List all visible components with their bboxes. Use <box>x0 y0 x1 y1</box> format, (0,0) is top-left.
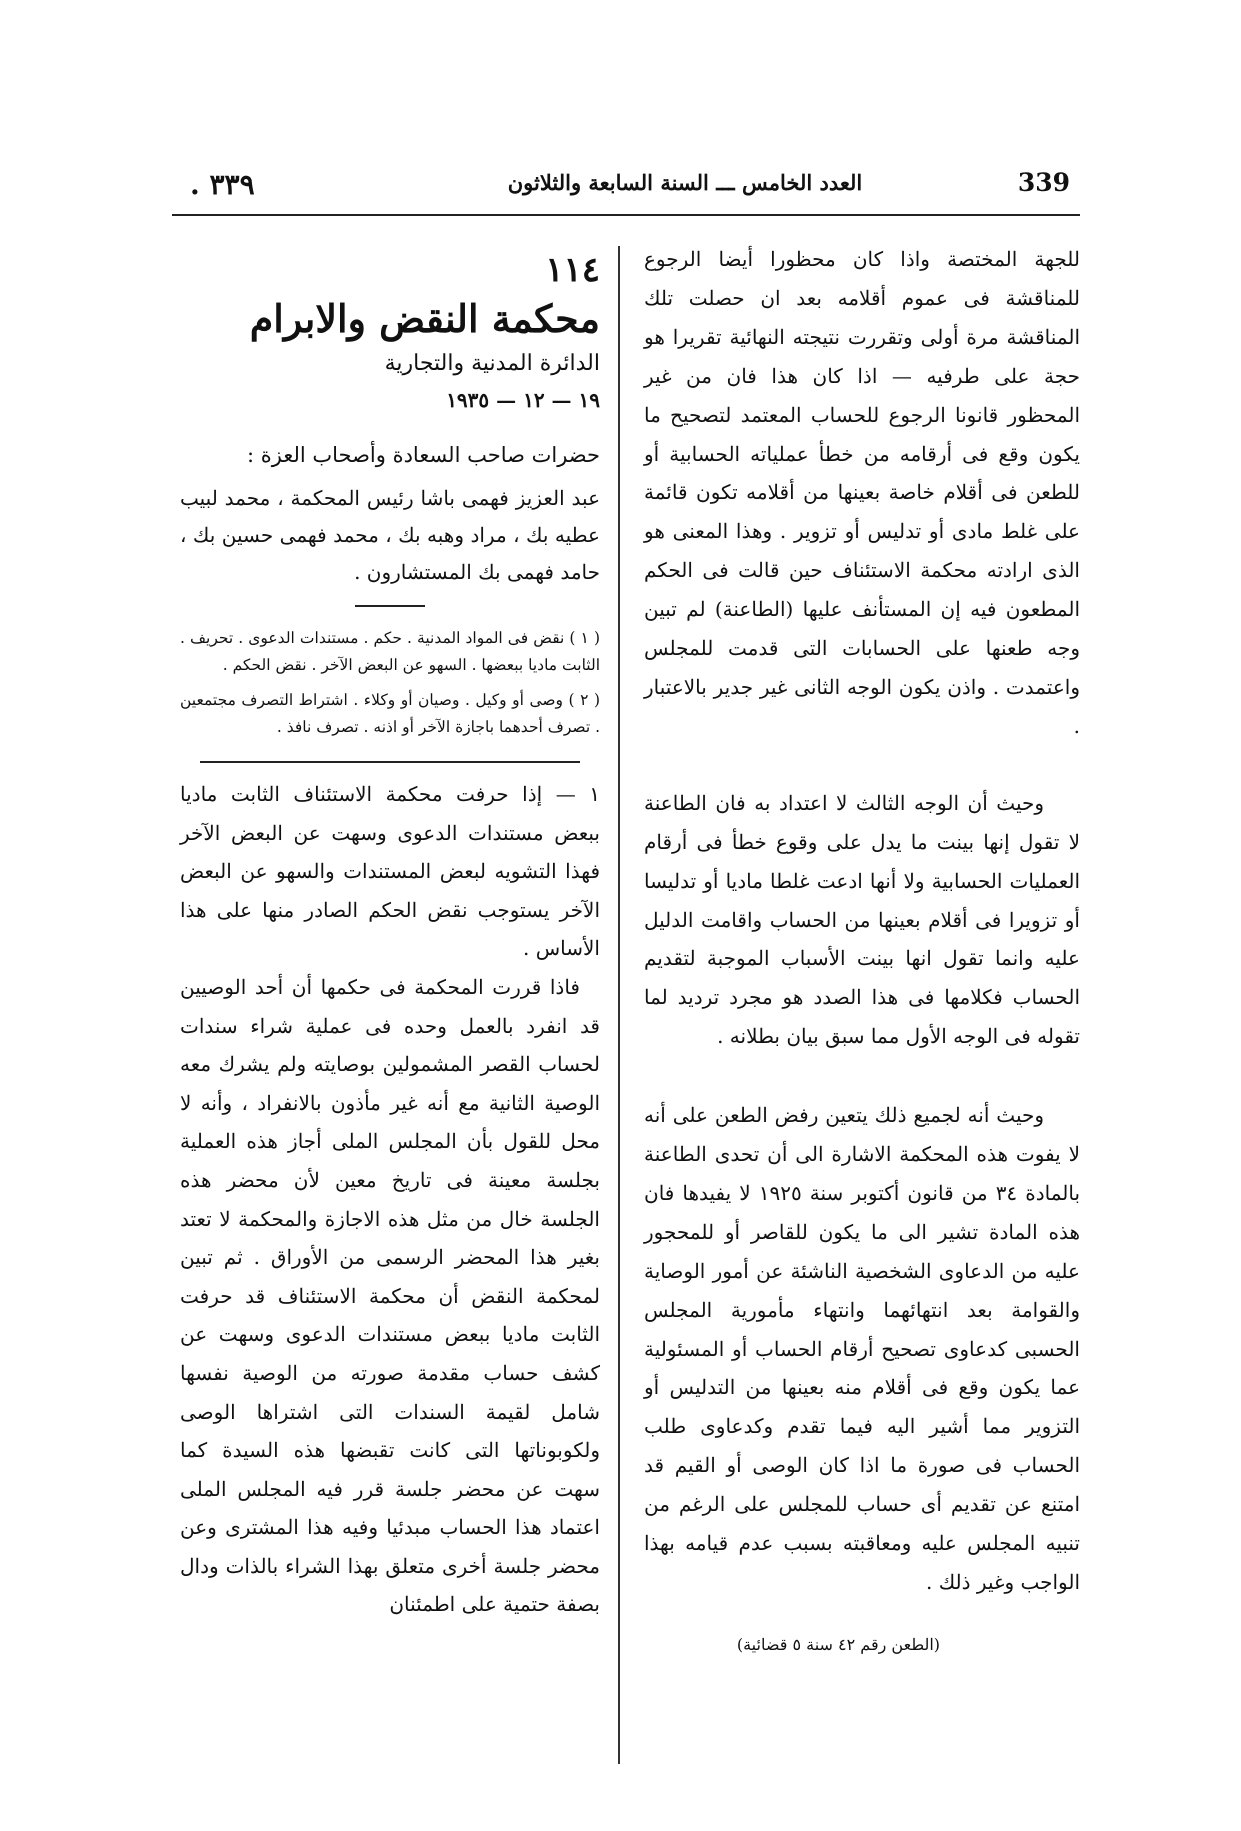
court-name: محكمة النقض والابرام <box>249 296 600 341</box>
short-rule <box>355 605 425 607</box>
header-rule <box>172 214 1080 216</box>
page-number-arabic: ٣٣٩ . <box>190 168 255 201</box>
bench-members: عبد العزيز فهمى باشا رئيس المحكمة ، محمد لبيب عطيه بك ، مراد وهبه بك ، محمد فهمى حسين بك ، حامد فهمى بك المستشارون . <box>180 486 600 584</box>
left-body-1: ١ — إذا حرفت محكمة الاستئناف الثابت ماديا ببعض مستندات الدعوى وسهت عن البعض الآخر فهذا التشويه لبعض المستندات والسهو عن البعض الآخر يستوجب نقض الحكم الصادر منها على هذا الأساس . <box>180 782 600 961</box>
section-rule <box>200 761 580 763</box>
summary-2: ( ٢ ) وصى أو وكيل . وصيان أو وكلاء . اشتراط التصرف مجتمعين . تصرف أحدهما باجازة الآخر أو اذنه . تصرف نافذ . <box>180 691 600 736</box>
summary-1: ( ١ ) نقض فى المواد المدنية . حكم . مستندات الدعوى . تحريف . الثابت ماديا ببعضها . السهو عن البعض الآخر . نقض الحكم . <box>180 629 600 674</box>
right-paragraph-1: للجهة المختصة واذا كان محظورا أيضا الرجوع للمناقشة فى عموم أقلامه بعد ان حصلت تلك المناقشة مرة أولى وتقررت نتيجته النهائية تقريرا هو حجة على طرفيه — اذا كان هذا فان من غير المحظور قانونا الرجوع للحساب المعتمد لتصحيح ما يكون وقع فى أرقامه من خطأ عملياته الحسابية أو للطعن فى أقلام خاصة بعينها من أقلامه تكون قائمة على غلط مادى أو تدليس أو تزوير . وهذا المعنى هو الذى ارادته محكمة الاستئناف حين قالت فى الحكم المطعون فيه إن المستأنف عليها (الطاعنة) لم تبين وجه طعنها على الحسابات التى قدمت للمجلس واعتمدت . واذن يكون الوجه الثانى غير جدير بالاعتبار . <box>644 247 1080 738</box>
case-number: ١١٤ <box>545 250 600 290</box>
presence-line: حضرات صاحب السعادة وأصحاب العزة : <box>246 443 600 467</box>
court-circuit: الدائرة المدنية والتجارية <box>384 351 600 376</box>
page-header <box>190 168 1070 204</box>
right-column <box>644 240 1080 1665</box>
left-column <box>180 248 600 1624</box>
left-body-2: فاذا قررت المحكمة فى حكمها أن أحد الوصيين قد انفرد بالعمل وحده فى عملية شراء سندات لحساب القصر المشمولين بوصايته ولم يشرك معه الوصية الثانية مع أنه غير مأذون بالانفراد ، وأنه لا محل للقول بأن المجلس الملى أجاز هذه العملية بجلسة معينة فى تاريخ معين لأن محضر هذه الجلسة خال من مثل هذه الاجازة والمحكمة لا تعتد بغير هذا المحضر الرسمى من الأوراق . ثم تبين لمحكمة النقض أن محكمة الاستئناف قد حرفت الثابت ماديا ببعض مستندات الدعوى وسهت عن كشف حساب مقدمة صورته من الوصية نفسها شامل لقيمة السندات التى اشتراها الوصى ولكوبوناتها التى كانت تقبضها هذه السيدة كما سهت عن محضر جلسة قرر فيه المجلس الملى اعتماد هذا الحساب مبدئيا وفيه هذا المشترى وعن محضر جلسة أخرى متعلق بهذا الشراء بالذات ودال بصفة حتمية على اطمئنان <box>180 974 600 1617</box>
judgment-date: ١٩ — ١٢ — ١٩٣٥ <box>446 388 600 412</box>
right-paragraph-3: وحيث أنه لجميع ذلك يتعين رفض الطعن على أنه لا يفوت هذه المحكمة الاشارة الى أن تحدى الطاعنة بالمادة ٣٤ من قانون أكتوبر سنة ١٩٢٥ لا يفيدها فان هذه المادة تشير الى ما يكون للقاصر أو للمحجور عليه من الدعاوى الشخصية الناشئة عن أمور الوصاية والقوامة بعد انتهائهما وانتهاء مأمورية المجلس الحسبى كدعاوى تصحيح أرقام الحساب أو المسئولية عما يكون وقع فى أقلام منه بعينها من التدليس أو التزوير مما أشير اليه فيما تقدم وكدعاوى طلب الحساب فى صورة ما اذا كان الوصى أو القيم قد امتنع عن تقديم أى حساب للمجلس على الرغم من تنبيه المجلس عليه ومعاقبته بسبب عدم قيامه بهذا الواجب وغير ذلك . <box>644 1103 1081 1594</box>
page-number-latin: 339 <box>1017 168 1070 197</box>
column-divider <box>618 246 620 1764</box>
appeal-reference: (الطعن رقم ٤٢ سنة ٥ قضائية) <box>736 1634 940 1654</box>
running-head: العدد الخامس ـــ السنة السابعة والثلاثون <box>507 170 863 195</box>
right-paragraph-2: وحيث أن الوجه الثالث لا اعتداد به فان الطاعنة لا تقول إنها بينت ما يدل على وقوع خطأ فى أرقام العمليات الحسابية ولا أنها ادعت غلطا ماديا أو تدليسا أو تزويرا فى أقلام بعينها من الحساب واقامت الدليل عليه وانما تقول انها بينت الأسباب الموجبة لتقديم الحساب فكلامها فى هذا الصدد هو مجرد ترديد لما تقوله فى الوجه الأول مما سبق بيان بطلانه . <box>644 790 1080 1049</box>
